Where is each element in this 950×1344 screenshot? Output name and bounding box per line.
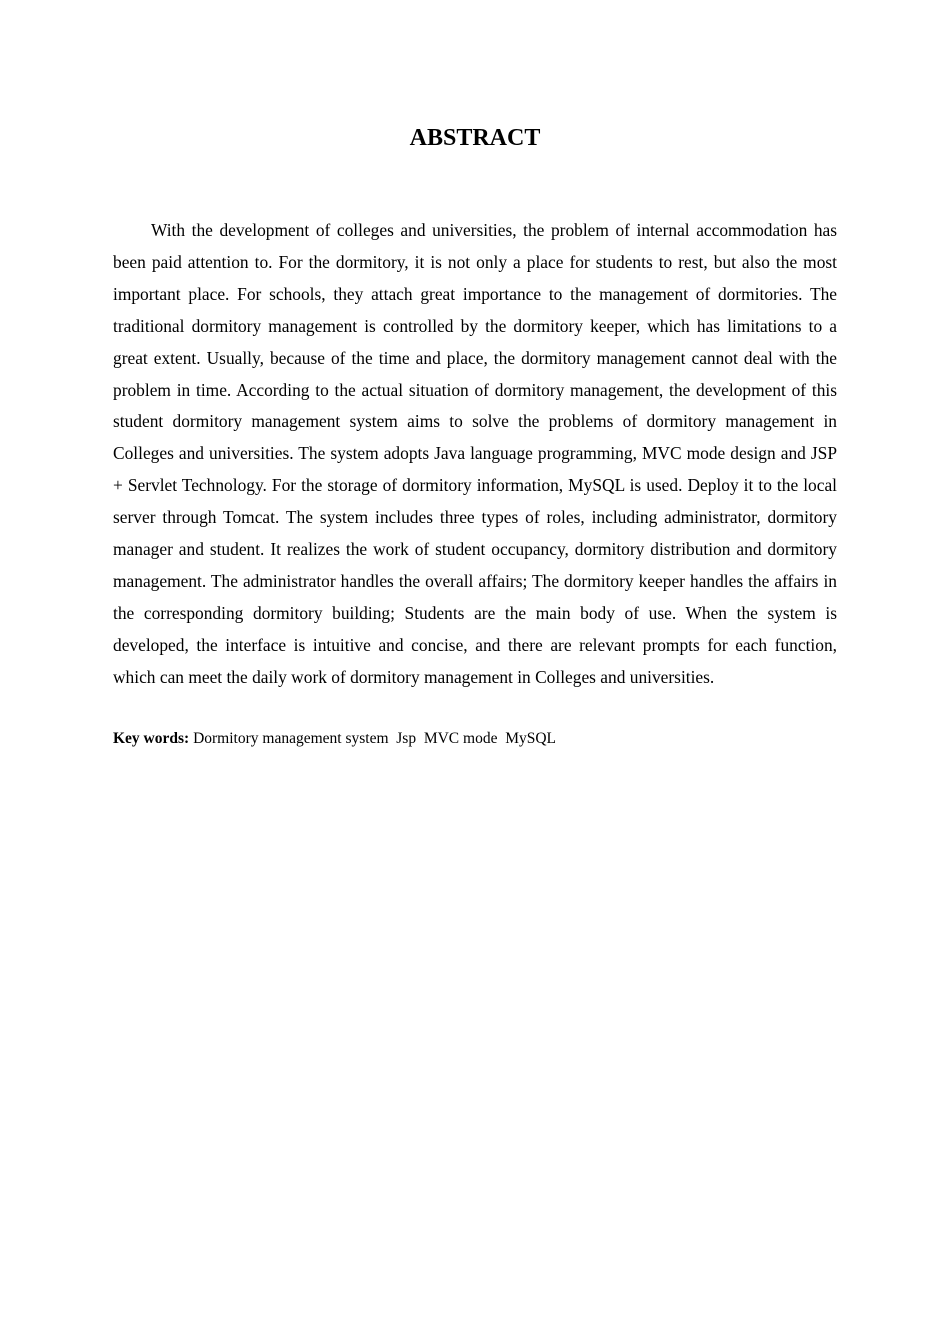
abstract-body: With the development of colleges and universities, the problem of internal accommodation has been paid attention to. For the dormitory, it is not only a place for students to rest, but also the most important place. For schools, they attach great importance to the management of dormitories. The traditional dormitory management is controlled by the dormitory keeper, which has limitations to a great extent. Usually, because of the time and place, the dormitory management cannot deal with the problem in time. According to the actual situation of dormitory management, the development of this student dormitory management system aims to solve the problems of dormitory management in Colleges and universities. The system adopts Java language programming, MVC mode design and JSP + Servlet Technology. For the storage of dormitory information, MySQL is used. Deploy it to the local server through Tomcat. The system includes three types of roles, including administrator, dormitory manager and student. It realizes the work of student occupancy, dormitory distribution and dormitory management. The administrator handles the overall affairs; The dormitory keeper handles the affairs in the corresponding dormitory building; Students are the main body of use. When the system is developed, the interface is intuitive and concise, and there are relevant prompts for each function, which can meet the daily work of dormitory management in Colleges and universities. bbox=[113, 220, 837, 687]
keywords-list: Dormitory management system Jsp MVC mode MySQL bbox=[189, 730, 557, 747]
abstract-title: ABSTRACT bbox=[409, 125, 541, 151]
keywords-line bbox=[113, 727, 837, 751]
keywords-label: Key words: bbox=[113, 730, 190, 747]
